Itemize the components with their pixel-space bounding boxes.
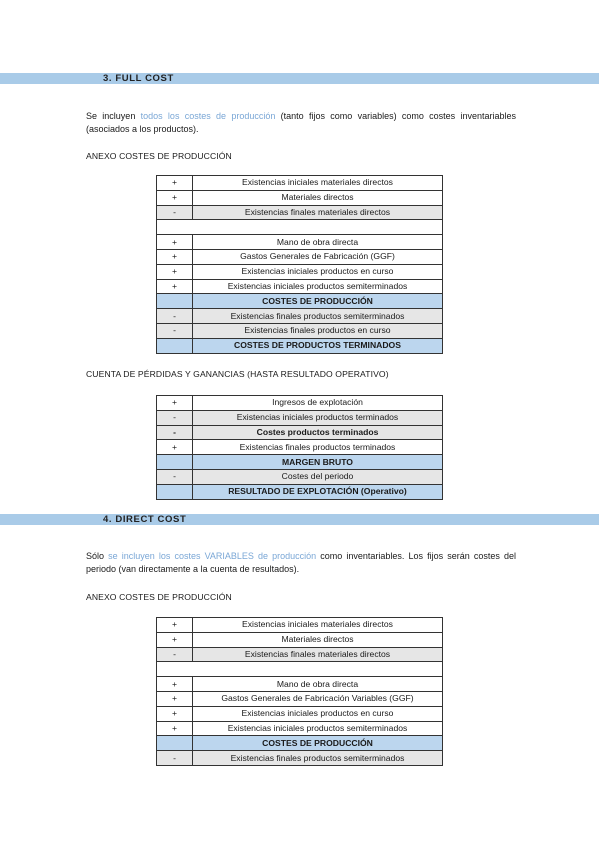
table-row-blank xyxy=(157,220,443,235)
sign-cell: - xyxy=(157,205,193,220)
concept-cell: COSTES DE PRODUCCIÓN xyxy=(193,294,443,309)
section-3-annex-table xyxy=(156,175,443,354)
sign-cell: + xyxy=(157,677,193,692)
section-3-para-text-a: Se incluyen xyxy=(86,111,141,121)
sign-cell xyxy=(157,338,193,353)
concept-cell: Existencias finales productos semiterminados xyxy=(193,309,443,324)
sign-cell xyxy=(157,294,193,309)
table-row xyxy=(157,425,443,440)
sign-cell: + xyxy=(157,176,193,191)
sign-cell xyxy=(157,484,193,499)
table-row xyxy=(157,751,443,766)
section-3-para-text-b: (tanto fijos como variables) como costes inventariables (asociados a los productos). xyxy=(86,111,517,134)
concept-cell: Materiales directos xyxy=(193,190,443,205)
table-row xyxy=(157,323,443,338)
table-row xyxy=(157,410,443,425)
table-row xyxy=(157,396,443,411)
sign-cell: - xyxy=(157,469,193,484)
sign-cell xyxy=(157,736,193,751)
section-4-annex-label: ANEXO COSTES DE PRODUCCIÓN xyxy=(86,592,232,602)
table-row xyxy=(157,309,443,324)
section-3-band xyxy=(0,73,599,84)
table-row xyxy=(157,249,443,264)
concept-cell: Existencias finales productos en curso xyxy=(193,323,443,338)
concept-cell: Costes productos terminados xyxy=(193,425,443,440)
concept-cell: Existencias iniciales materiales directos xyxy=(193,618,443,633)
sign-cell: + xyxy=(157,190,193,205)
section-4-para-text-b: como inventariables. Los fijos serán costes del periodo (van directamente a la cuenta de resultados). xyxy=(86,551,516,574)
table-row xyxy=(157,235,443,250)
concept-cell: COSTES DE PRODUCTOS TERMINADOS xyxy=(193,338,443,353)
concept-cell: MARGEN BRUTO xyxy=(193,455,443,470)
section-4-paragraph xyxy=(86,550,516,576)
concept-cell: Materiales directos xyxy=(193,632,443,647)
sign-cell: + xyxy=(157,618,193,633)
table-row xyxy=(157,469,443,484)
table-row xyxy=(157,706,443,721)
table-row-total xyxy=(157,484,443,499)
concept-cell: Mano de obra directa xyxy=(193,235,443,250)
sign-cell: - xyxy=(157,323,193,338)
sign-cell: - xyxy=(157,425,193,440)
table-row xyxy=(157,632,443,647)
section-4-title: 4. DIRECT COST xyxy=(103,514,187,525)
concept-cell: Gastos Generales de Fabricación (GGF) xyxy=(193,249,443,264)
concept-cell: Ingresos de explotación xyxy=(193,396,443,411)
section-4-para-text-a: Sólo xyxy=(86,551,109,561)
blank-cell xyxy=(157,220,443,235)
sign-cell: + xyxy=(157,706,193,721)
concept-cell: Existencias iniciales productos en curso xyxy=(193,706,443,721)
table-row xyxy=(157,677,443,692)
concept-cell: Existencias finales productos terminados xyxy=(193,440,443,455)
concept-cell: Mano de obra directa xyxy=(193,677,443,692)
sign-cell: - xyxy=(157,751,193,766)
concept-cell: COSTES DE PRODUCCIÓN xyxy=(193,736,443,751)
table-row xyxy=(157,618,443,633)
concept-cell: Existencias finales materiales directos xyxy=(193,647,443,662)
table-row-total xyxy=(157,736,443,751)
sign-cell: + xyxy=(157,249,193,264)
table-row-total xyxy=(157,338,443,353)
concept-cell: Existencias finales productos semiterminados xyxy=(193,751,443,766)
table-row-total xyxy=(157,294,443,309)
concept-cell: Existencias iniciales productos terminados xyxy=(193,410,443,425)
sign-cell: + xyxy=(157,396,193,411)
sign-cell xyxy=(157,455,193,470)
table-row xyxy=(157,190,443,205)
blank-cell xyxy=(157,662,443,677)
sign-cell: + xyxy=(157,721,193,736)
sign-cell: + xyxy=(157,691,193,706)
section-4-annex-table xyxy=(156,617,443,766)
table-row xyxy=(157,647,443,662)
table-row xyxy=(157,440,443,455)
section-3-pl-label: CUENTA DE PÉRDIDAS Y GANANCIAS (HASTA RESULTADO OPERATIVO) xyxy=(86,369,389,379)
concept-cell: Existencias iniciales materiales directos xyxy=(193,176,443,191)
table-row xyxy=(157,721,443,736)
concept-cell: Costes del periodo xyxy=(193,469,443,484)
sign-cell: + xyxy=(157,235,193,250)
table-row xyxy=(157,691,443,706)
concept-cell: Existencias iniciales productos en curso xyxy=(193,264,443,279)
concept-cell: Existencias iniciales productos semiterminados xyxy=(193,279,443,294)
section-3-annex-label: ANEXO COSTES DE PRODUCCIÓN xyxy=(86,151,232,161)
sign-cell: + xyxy=(157,264,193,279)
table-row xyxy=(157,264,443,279)
sign-cell: - xyxy=(157,309,193,324)
sign-cell: - xyxy=(157,410,193,425)
concept-cell: Existencias finales materiales directos xyxy=(193,205,443,220)
section-3-pl-table xyxy=(156,395,443,500)
sign-cell: + xyxy=(157,632,193,647)
section-3-title: 3. FULL COST xyxy=(103,73,174,84)
sign-cell: + xyxy=(157,440,193,455)
section-4-band xyxy=(0,514,599,525)
table-row xyxy=(157,279,443,294)
table-row xyxy=(157,176,443,191)
table-row xyxy=(157,205,443,220)
section-3-para-highlight: todos los costes de producción xyxy=(140,111,276,121)
concept-cell: Existencias iniciales productos semiterminados xyxy=(193,721,443,736)
section-3-paragraph xyxy=(86,110,516,136)
concept-cell: Gastos Generales de Fabricación Variables (GGF) xyxy=(193,691,443,706)
concept-cell: RESULTADO DE EXPLOTACIÓN (Operativo) xyxy=(193,484,443,499)
section-4-para-highlight: se incluyen los costes VARIABLES de producción xyxy=(108,551,317,561)
sign-cell: - xyxy=(157,647,193,662)
table-row-total xyxy=(157,455,443,470)
table-row-blank xyxy=(157,662,443,677)
sign-cell: + xyxy=(157,279,193,294)
